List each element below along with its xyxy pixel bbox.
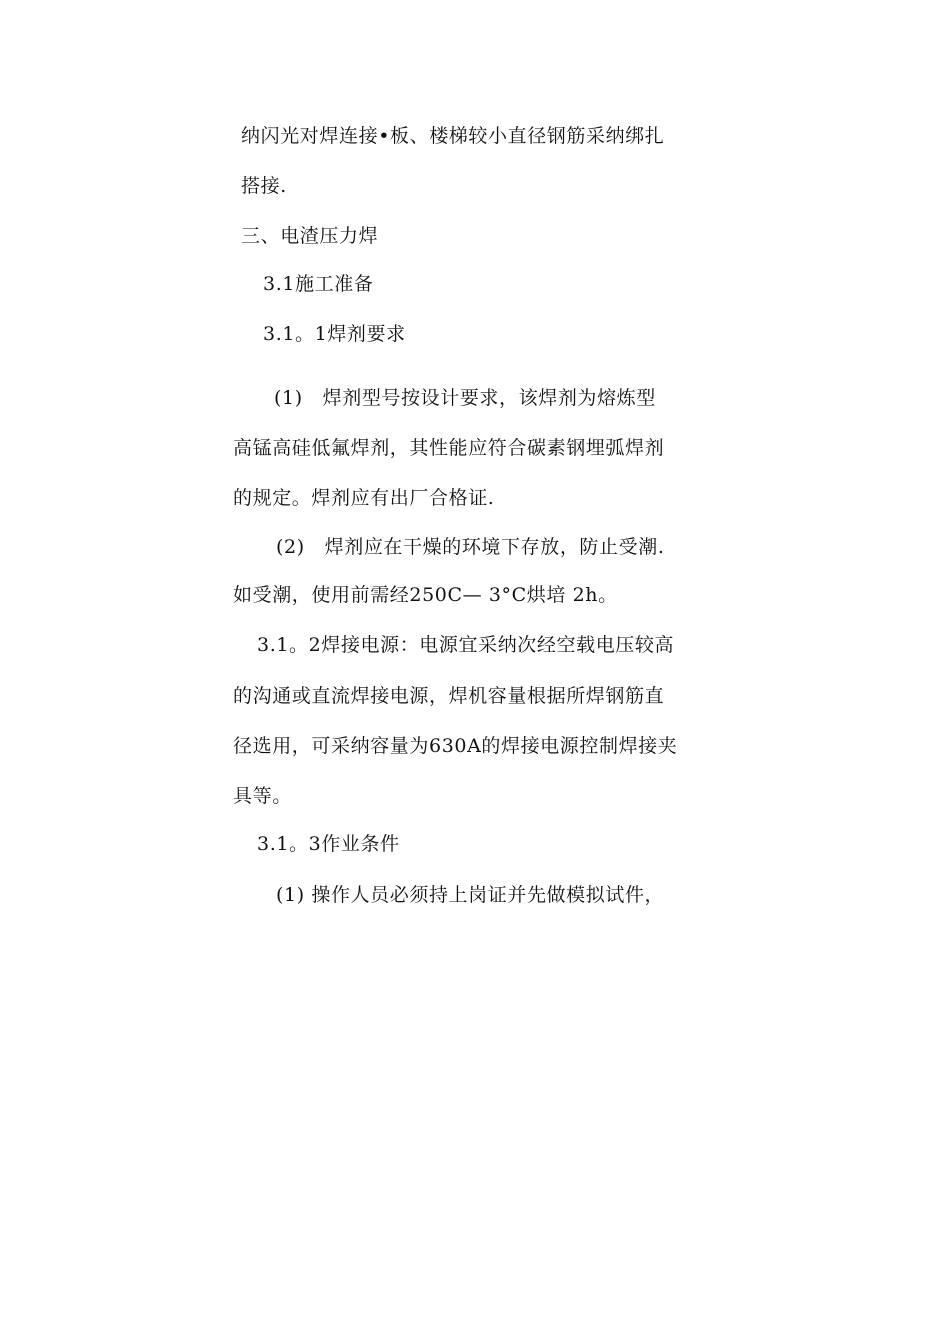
text-line-10: 如受潮，使用前需经250C— 3°C烘培 2h。	[233, 584, 618, 606]
subsection-heading: 3.1施工准备	[263, 273, 374, 295]
subsection-heading-flux: 3.1。1焊剂要求	[263, 323, 406, 345]
text-line-1: 纳闪光对焊连接•板、楼梯较小直径钢筋采纳绑扎	[241, 125, 665, 147]
text-line-11: 3.1。2焊接电源：电源宜采纳次经空载电压较高	[257, 634, 675, 656]
text-line-2: 搭接.	[241, 175, 287, 197]
text-line-8: 的规定。焊剂应有出厂合格证.	[233, 487, 495, 509]
text-line-13: 径选用，可采纳容量为630A的焊接电源控制焊接夹	[233, 735, 678, 757]
text-line-12: 的沟通或直流焊接电源，焊机容量根据所焊钢筋直	[233, 685, 665, 707]
text-line-7: 高锰高硅低氟焊剂，其性能应符合碳素钢埋弧焊剂	[233, 437, 665, 459]
text-line-6: (1) 焊剂型号按设计要求，该焊剂为熔炼型	[274, 387, 656, 409]
text-line-14: 具等。	[233, 785, 292, 807]
text-line-16: (1) 操作人员必须持上岗证并先做模拟试件，	[276, 884, 665, 906]
text-line-9: (2) 焊剂应在干燥的环境下存放，防止受潮.	[276, 536, 665, 558]
subsection-heading-conditions: 3.1。3作业条件	[257, 833, 400, 855]
section-heading: 三、电渣压力焊	[241, 225, 379, 247]
